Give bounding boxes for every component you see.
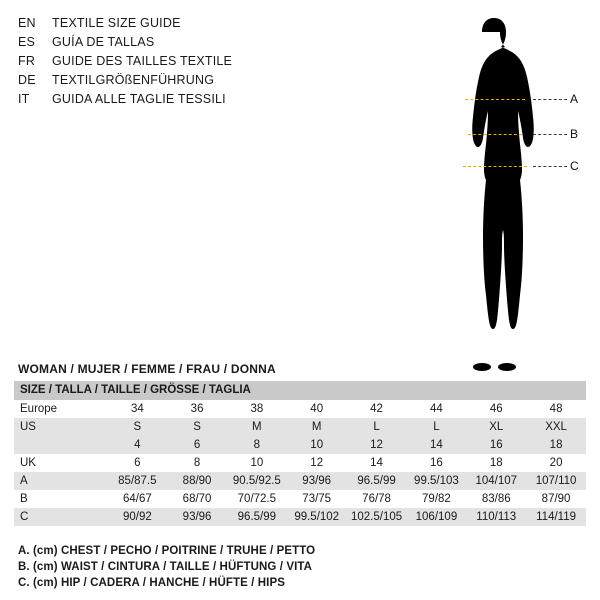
cell: 110/113 [466, 508, 526, 526]
cell: 93/96 [287, 472, 347, 490]
legend-item-hip: C. (cm) HIP / CADERA / HANCHE / HÜFTE / HIPS [18, 577, 286, 589]
cell: 20 [526, 454, 586, 472]
cell: 79/82 [407, 490, 467, 508]
cell: 40 [287, 400, 347, 418]
cell: 96.5/99 [347, 472, 407, 490]
cell: 16 [466, 436, 526, 454]
female-silhouette-icon [420, 10, 595, 380]
table-row [14, 490, 586, 508]
cell: 48 [526, 400, 586, 418]
table-row [14, 508, 586, 526]
legend-item-chest: A. (cm) CHEST / PECHO / POITRINE / TRUHE / PETTO [18, 545, 316, 557]
cell: 6 [107, 454, 167, 472]
cell: 99.5/102 [287, 508, 347, 526]
language-row [18, 35, 318, 54]
language-code: IT [18, 92, 30, 106]
cell: S [167, 418, 227, 436]
table-row [14, 454, 586, 472]
cell: XXL [526, 418, 586, 436]
cell: M [287, 418, 347, 436]
language-code: DE [18, 73, 36, 87]
cell: 96.5/99 [227, 508, 287, 526]
cell: 104/107 [466, 472, 526, 490]
cell: L [347, 418, 407, 436]
cell: 12 [287, 454, 347, 472]
table-header-row [14, 381, 586, 400]
cell: 14 [347, 454, 407, 472]
language-row [18, 54, 318, 73]
cell: XL [466, 418, 526, 436]
cell: 99.5/103 [407, 472, 467, 490]
language-text: TEXTILGRÖßENFÜHRUNG [52, 73, 215, 87]
language-code: ES [18, 35, 36, 49]
cell: 85/87.5 [107, 472, 167, 490]
waist-measure-line [468, 134, 522, 135]
cell: 4 [107, 436, 167, 454]
cell: 102.5/105 [347, 508, 407, 526]
chest-leader-line [533, 99, 567, 100]
cell: 87/90 [526, 490, 586, 508]
row-label: UK [14, 454, 107, 472]
woman-section-title: WOMAN / MUJER / FEMME / FRAU / DONNA [18, 362, 276, 376]
language-row [18, 92, 318, 111]
cell: 12 [347, 436, 407, 454]
cell: 70/72.5 [227, 490, 287, 508]
cell: 106/109 [407, 508, 467, 526]
language-text: TEXTILE SIZE GUIDE [52, 16, 181, 30]
cell: 10 [227, 454, 287, 472]
size-table [14, 381, 586, 526]
cell: 38 [227, 400, 287, 418]
cell: 90.5/92.5 [227, 472, 287, 490]
body-figure-illustration [420, 10, 595, 380]
cell: 14 [407, 436, 467, 454]
language-text: GUÍA DE TALLAS [52, 35, 155, 49]
language-row [18, 16, 318, 35]
hip-marker-label: C [570, 159, 579, 173]
cell: 44 [407, 400, 467, 418]
cell: 64/67 [107, 490, 167, 508]
chest-marker-label: A [570, 92, 579, 106]
waist-marker-label: B [570, 127, 579, 141]
cell: L [407, 418, 467, 436]
cell: 76/78 [347, 490, 407, 508]
row-label: B [14, 490, 107, 508]
table-row [14, 400, 586, 418]
table-row [14, 436, 586, 454]
table-row [14, 472, 586, 490]
row-label: US [14, 418, 107, 436]
cell: 73/75 [287, 490, 347, 508]
language-row [18, 73, 318, 92]
table-row [14, 418, 586, 436]
legend-item-waist: B. (cm) WAIST / CINTURA / TAILLE / HÜFTUNG / VITA [18, 561, 313, 573]
language-header-block [18, 16, 318, 111]
table-header-label: SIZE / TALLA / TAILLE / GRÖSSE / TAGLIA [14, 381, 586, 400]
language-text: GUIDA ALLE TAGLIE TESSILI [52, 92, 226, 106]
language-code: EN [18, 16, 36, 30]
cell: 68/70 [167, 490, 227, 508]
cell: 18 [466, 454, 526, 472]
hip-measure-line [463, 166, 527, 167]
hip-leader-line [533, 166, 567, 167]
cell: 34 [107, 400, 167, 418]
cell: 10 [287, 436, 347, 454]
cell: 42 [347, 400, 407, 418]
row-label: A [14, 472, 107, 490]
waist-leader-line [533, 134, 567, 135]
cell: 83/86 [466, 490, 526, 508]
cell: 88/90 [167, 472, 227, 490]
cell: 114/119 [526, 508, 586, 526]
cell: M [227, 418, 287, 436]
cell: 107/110 [526, 472, 586, 490]
cell: 8 [227, 436, 287, 454]
cell: 46 [466, 400, 526, 418]
row-label: Europe [14, 400, 107, 418]
row-label [14, 436, 107, 454]
row-label: C [14, 508, 107, 526]
chest-measure-line [465, 99, 525, 100]
cell: 90/92 [107, 508, 167, 526]
cell: 18 [526, 436, 586, 454]
cell: 93/96 [167, 508, 227, 526]
cell: S [107, 418, 167, 436]
cell: 6 [167, 436, 227, 454]
cell: 36 [167, 400, 227, 418]
measurement-legend [18, 543, 578, 591]
language-code: FR [18, 54, 36, 68]
cell: 16 [407, 454, 467, 472]
cell: 8 [167, 454, 227, 472]
language-text: GUIDE DES TAILLES TEXTILE [52, 54, 233, 68]
